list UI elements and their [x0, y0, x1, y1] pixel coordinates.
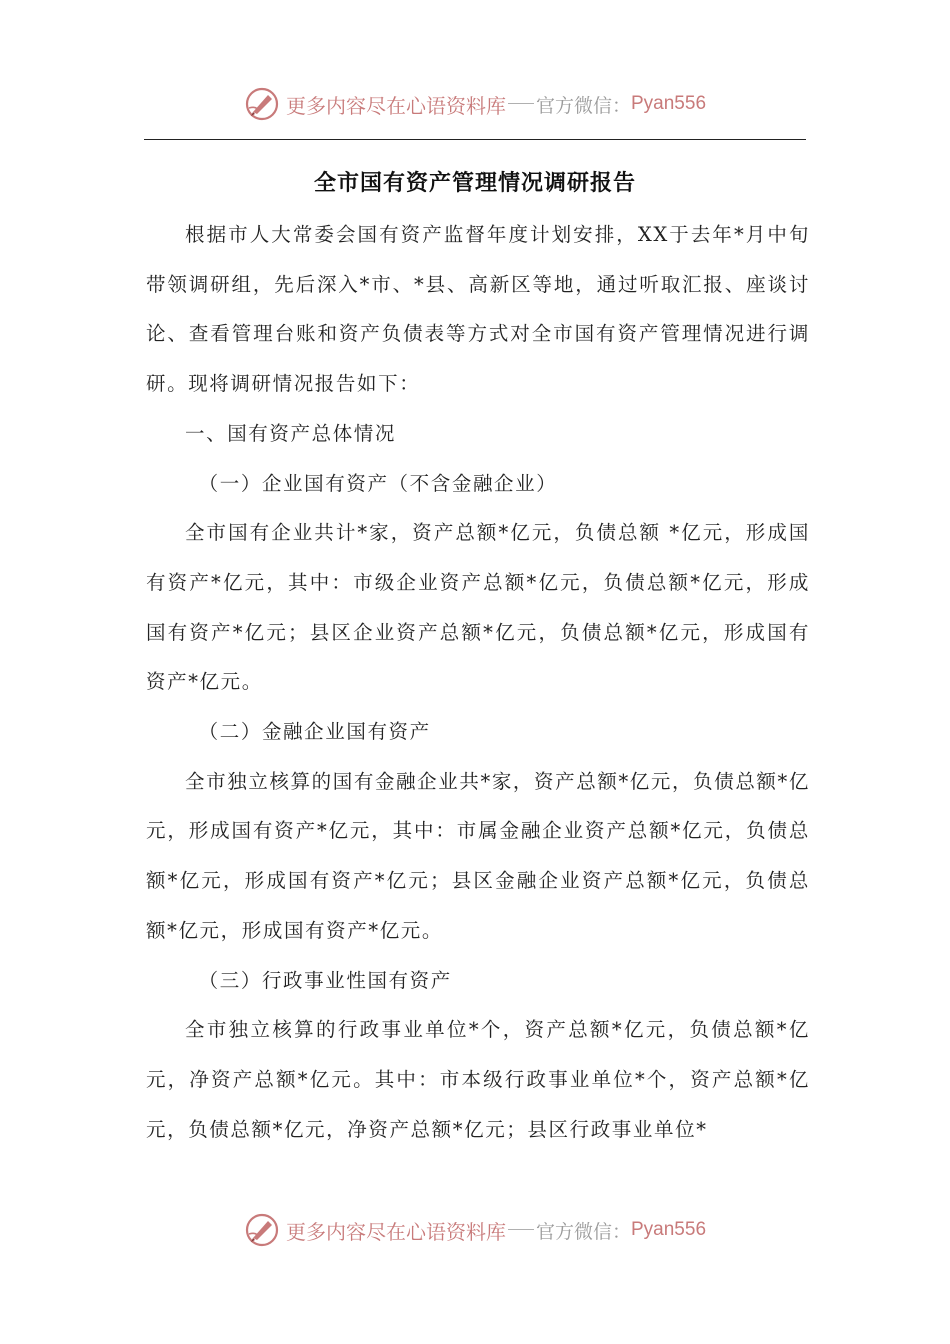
section-heading: 一、国有资产总体情况	[185, 421, 397, 445]
document-body	[146, 210, 810, 1154]
banner-label-text: 官方微信：	[535, 94, 631, 117]
banner-label-text: 官方微信：	[535, 1220, 631, 1243]
subsection-heading: （三）行政事业性国有资产	[198, 968, 452, 992]
banner-dash	[508, 1229, 534, 1230]
pen-logo-icon	[244, 1212, 280, 1248]
banner-dash	[508, 103, 534, 104]
header-divider	[144, 139, 806, 140]
pen-logo-icon	[244, 86, 280, 122]
banner-brand-text: 更多内容尽在心语资料库	[285, 1219, 506, 1244]
banner-brand-text: 更多内容尽在心语资料库	[285, 93, 506, 118]
banner-wechat-id: Pyan556	[631, 1219, 707, 1240]
body-paragraph: 根据市人大常委会国有资产监督年度计划安排，XX于去年*月中旬带领调研组，先后深入*市、*县、高新区等地，通过听取汇报、座谈讨论、查看管理台账和资产负债表等方式对全市国有资产管理情况进行调研。现将调研情况报告如下：	[146, 223, 810, 396]
body-paragraph: 全市独立核算的国有金融企业共*家，资产总额*亿元，负债总额*亿元，形成国有资产*亿元，其中：市属金融企业资产总额*亿元，负债总额*亿元，形成国有资产*亿元；县区金融企业资产总额*亿元，负债总额*亿元，形成国有资产*亿元。	[146, 769, 810, 942]
banner-wechat-id: Pyan556	[631, 93, 707, 114]
subsection-heading: （一）企业国有资产（不含金融企业）	[198, 471, 558, 495]
footer-banner	[0, 1210, 950, 1250]
body-paragraph: 全市独立核算的行政事业单位*个，资产总额*亿元，负债总额*亿元，净资产总额*亿元。其中：市本级行政事业单位*个，资产总额*亿元，负债总额*亿元，净资产总额*亿元；县区行政事业单位*	[146, 1018, 810, 1141]
page-title: 全市国有资产管理情况调研报告	[313, 171, 636, 196]
body-paragraph: 全市国有企业共计*家，资产总额*亿元，负债总额 *亿元，形成国有资产*亿元，其中：市级企业资产总额*亿元，负债总额*亿元，形成国有资产*亿元；县区企业资产总额*亿元，负债总额*亿元，形成国有资产*亿元。	[146, 521, 810, 694]
header-banner	[0, 84, 950, 124]
subsection-heading: （二）金融企业国有资产	[198, 720, 431, 744]
